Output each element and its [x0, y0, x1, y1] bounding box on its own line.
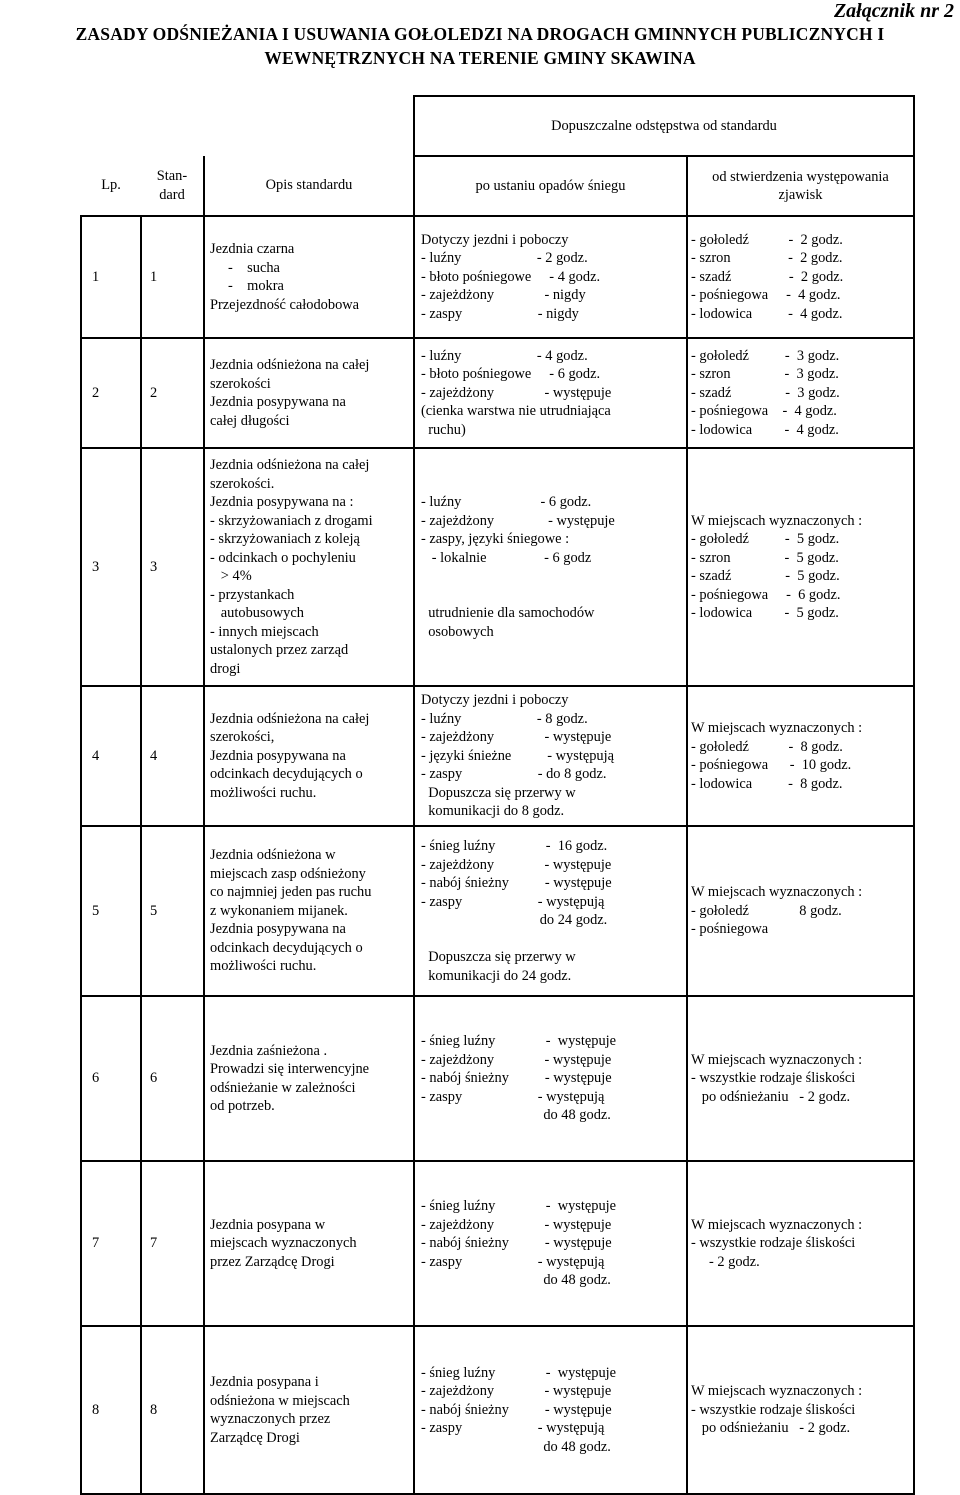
header-blank	[141, 96, 204, 156]
table-row	[81, 996, 914, 1161]
row-since-detection: W miejscach wyznaczonych : - gołoledź 8 godz. - pośniegowa	[687, 826, 914, 996]
table-row	[81, 1161, 914, 1326]
row-standard: 3	[141, 448, 204, 686]
table-row	[81, 216, 914, 338]
row-standard: 4	[141, 686, 204, 826]
table-row	[81, 338, 914, 448]
table-row	[81, 448, 914, 686]
row-after-snowfall: Dotyczy jezdni i poboczy - luźny - 2 godz. - błoto pośniegowe - 4 godz. - zajeżdżony - nigdy - zaspy - nigdy	[414, 216, 687, 338]
row-after-snowfall: - śnieg luźny - występuje - zajeżdżony - występuje - nabój śnieżny - występuje - zaspy - występują do 48 godz.	[414, 1326, 687, 1494]
row-lp: 2	[81, 338, 141, 448]
row-since-detection: W miejscach wyznaczonych : - wszystkie rodzaje śliskości po odśnieżaniu - 2 godz.	[687, 1326, 914, 1494]
row-standard: 8	[141, 1326, 204, 1494]
row-lp: 6	[81, 996, 141, 1161]
row-standard: 1	[141, 216, 204, 338]
row-since-detection: W miejscach wyznaczonych : - gołoledź - 5 godz. - szron - 5 godz. - szadź - 5 godz. - pośniegowa - 6 godz. - lodowica - 5 godz.	[687, 448, 914, 686]
row-lp: 4	[81, 686, 141, 826]
row-since-detection: W miejscach wyznaczonych : - wszystkie rodzaje śliskości - 2 godz.	[687, 1161, 914, 1326]
header-standard: Stan- dard	[141, 156, 204, 216]
standards-table	[80, 95, 915, 1495]
row-description: Jezdnia odśnieżona na całej szerokości Jezdnia posypywana na całej długości	[204, 338, 414, 448]
header-lp: Lp.	[81, 156, 141, 216]
header-after-snowfall: po ustaniu opadów śniegu	[414, 156, 687, 216]
row-after-snowfall: - śnieg luźny - występuje - zajeżdżony - występuje - nabój śnieżny - występuje - zaspy - występują do 48 godz.	[414, 1161, 687, 1326]
row-after-snowfall: - śnieg luźny - występuje - zajeżdżony - występuje - nabój śnieżny - występuje - zaspy - występują do 48 godz.	[414, 996, 687, 1161]
table-row	[81, 686, 914, 826]
row-description: Jezdnia odśnieżona na całej szerokości, Jezdnia posypywana na odcinkach decydujących o możliwości ruchu.	[204, 686, 414, 826]
row-lp: 7	[81, 1161, 141, 1326]
row-standard: 5	[141, 826, 204, 996]
row-standard: 7	[141, 1161, 204, 1326]
row-lp: 8	[81, 1326, 141, 1494]
document-title-line-1: ZASADY ODŚNIEŻANIA I USUWANIA GOŁOLEDZI NA DROGACH GMINNYCH PUBLICZNYCH I	[75, 24, 885, 44]
row-description: Jezdnia czarna - sucha - mokra Przejezdność całodobowa	[204, 216, 414, 338]
row-since-detection: - gołoledź - 3 godz. - szron - 3 godz. - szadź - 3 godz. - pośniegowa - 4 godz. - lodowica - 4 godz.	[687, 338, 914, 448]
row-standard: 2	[141, 338, 204, 448]
row-lp: 1	[81, 216, 141, 338]
header-blank	[204, 96, 414, 156]
row-since-detection: W miejscach wyznaczonych : - gołoledź - 8 godz. - pośniegowa - 10 godz. - lodowica - 8 godz.	[687, 686, 914, 826]
header-row-group	[81, 96, 914, 156]
annex-label: Załącznik nr 2	[833, 0, 954, 22]
table-row	[81, 826, 914, 996]
header-group-deviations: Dopuszczalne odstępstwa od standardu	[414, 96, 914, 156]
row-lp: 3	[81, 448, 141, 686]
header-since-detection: od stwierdzenia występowania zjawisk	[687, 156, 914, 216]
row-after-snowfall: Dotyczy jezdni i poboczy - luźny - 8 godz. - zajeżdżony - występuje - języki śnieżne - występują - zaspy - do 8 godz. Dopuszcza się przerwy w komunikacji do 8 godz.	[414, 686, 687, 826]
row-since-detection: W miejscach wyznaczonych : - wszystkie rodzaje śliskości po odśnieżaniu - 2 godz.	[687, 996, 914, 1161]
row-description: Jezdnia posypana w miejscach wyznaczonych przez Zarządcę Drogi	[204, 1161, 414, 1326]
header-row	[81, 156, 914, 216]
row-after-snowfall: - luźny - 6 godz. - zajeżdżony - występuje - zaspy, języki śniegowe : - lokalnie - 6 godz utrudnienie dla samochodów osobowych	[414, 448, 687, 686]
row-after-snowfall: - luźny - 4 godz. - błoto pośniegowe - 6 godz. - zajeżdżony - występuje (cienka warstwa nie utrudniająca ruchu)	[414, 338, 687, 448]
header-blank	[81, 96, 141, 156]
row-description: Jezdnia odśnieżona w miejscach zasp odśnieżony co najmniej jeden pas ruchu z wykonaniem mijanek. Jezdnia posypywana na odcinkach decydujących o możliwości ruchu.	[204, 826, 414, 996]
row-description: Jezdnia posypana i odśnieżona w miejscach wyznaczonych przez Zarządcę Drogi	[204, 1326, 414, 1494]
header-description: Opis standardu	[204, 156, 414, 216]
table-row	[81, 1326, 914, 1494]
row-since-detection: - gołoledź - 2 godz. - szron - 2 godz. - szadź - 2 godz. - pośniegowa - 4 godz. - lodowica - 4 godz.	[687, 216, 914, 338]
row-after-snowfall: - śnieg luźny - 16 godz. - zajeżdżony - występuje - nabój śnieżny - występuje - zaspy - występują do 24 godz. Dopuszcza się przerwy w komunikacji do 24 godz.	[414, 826, 687, 996]
document-title-line-2: WEWNĘTRZNYCH NA TERENIE GMINY SKAWINA	[264, 48, 696, 68]
row-standard: 6	[141, 996, 204, 1161]
row-lp: 5	[81, 826, 141, 996]
row-description: Jezdnia odśnieżona na całej szerokości. Jezdnia posypywana na : - skrzyżowaniach z drogami - skrzyżowaniach z koleją - odcinkach o pochyleniu > 4% - przystankach autobusowych - innych miejscach ustalonych przez zarząd drogi	[204, 448, 414, 686]
row-description: Jezdnia zaśnieżona . Prowadzi się interwencyjne odśnieżanie w zależności od potrzeb.	[204, 996, 414, 1161]
